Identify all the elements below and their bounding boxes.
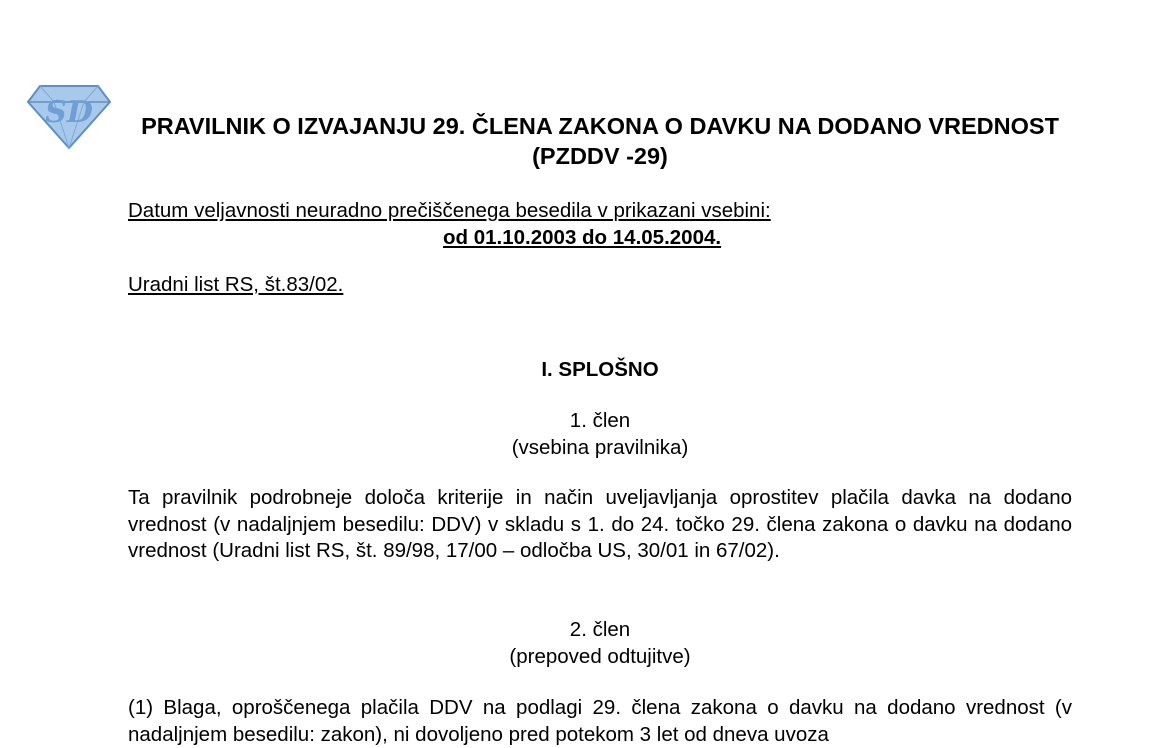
article-number: 2. člen <box>569 618 631 641</box>
validity-label: Datum veljavnosti neuradno prečiščenega besedila v prikazani vsebini: <box>128 199 771 222</box>
document-title: PRAVILNIK O IZVAJANJU 29. ČLENA ZAKONA O DAVKU NA DODANO VREDNOST (PZDDV -29) <box>141 113 1059 169</box>
article-subtitle: (prepoved odtujitve) <box>509 645 691 668</box>
article-subtitle: (vsebina pravilnika) <box>511 436 689 459</box>
validity-range: od 01.10.2003 do 14.05.2004. <box>443 226 722 249</box>
article-2-text: (1) Blaga, oproščenega plačila DDV na podlagi 29. člena zakona o davku na dodano vrednost (v nadaljnjem besedilu: zakon), ni dovoljeno pred potekom 3 let od dneva uvoza <box>128 696 1072 746</box>
article-2-heading <box>128 616 1072 670</box>
validity-block <box>128 197 1072 251</box>
article-1-heading <box>128 407 1072 461</box>
diamond-sd-logo-icon <box>26 78 112 150</box>
svg-text:SD: SD <box>45 95 93 130</box>
article-1-text: Ta pravilnik podrobneje določa kriterije in način uveljavljanja oprostitev plačila davka na dodano vrednost (v nadaljnjem besedilu: DDV) v skladu s 1. do 24. točko 29. člena zakona o davku na dodano vrednost (Uradni list RS, št. 89/98, 17/00 – odločba US, 30/01 in 67/02). <box>128 486 1072 562</box>
gazette-reference: Uradni list RS, št.83/02. <box>128 273 344 296</box>
section-heading: I. SPLOŠNO <box>541 358 659 381</box>
article-number: 1. člen <box>569 409 631 432</box>
